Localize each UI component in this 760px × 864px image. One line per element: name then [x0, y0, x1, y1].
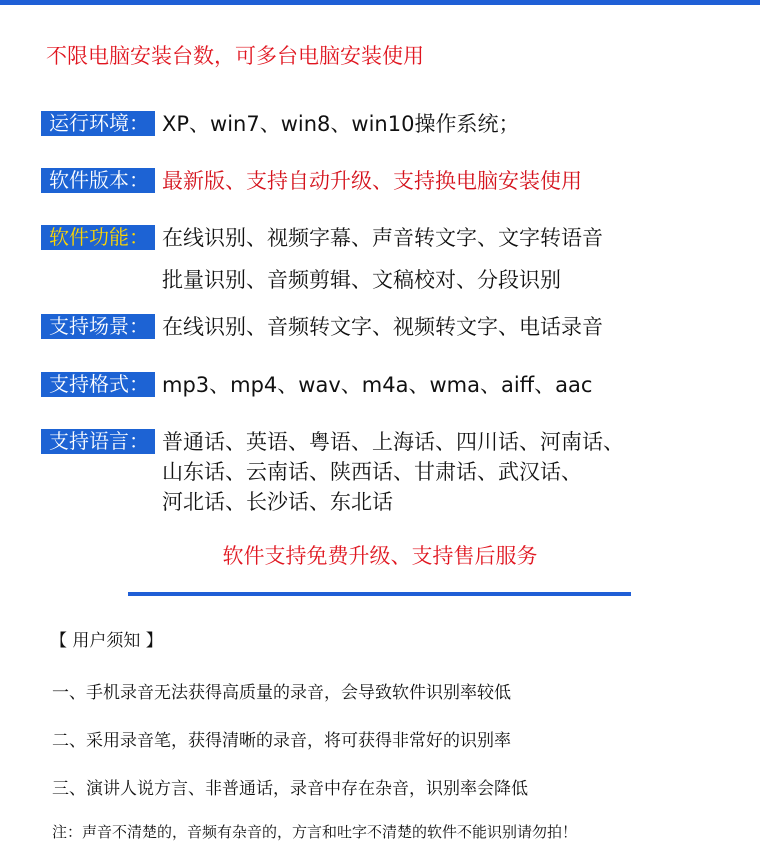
promo-underline	[128, 592, 631, 596]
spec-env	[41, 109, 519, 139]
spec-scenes-value: 在线识别、音频转文字、视频转文字、电话录音	[162, 315, 603, 339]
headline: 不限电脑安装台数，可多台电脑安装使用	[46, 44, 424, 68]
spec-version-label: 软件版本：	[41, 168, 155, 193]
spec-features-line-2: 批量识别、音频剪辑、文稿校对、分段识别	[162, 268, 561, 292]
notice-footnote: 注：声音不清楚的，音频有杂音的，方言和吐字不清楚的软件不能识别请勿拍！	[52, 823, 578, 841]
spec-languages-line-3: 河北话、长沙话、东北话	[162, 490, 393, 514]
spec-scenes	[41, 312, 603, 342]
spec-formats-value: mp3、mp4、wav、m4a、wma、aiff、aac	[162, 373, 593, 397]
spec-version-value: 最新版、支持自动升级、支持换电脑安装使用	[162, 169, 582, 193]
spec-features	[41, 223, 603, 295]
notice-title: 【 用户须知 】	[50, 631, 163, 651]
spec-version	[41, 166, 582, 196]
spec-languages	[41, 427, 624, 517]
spec-features-label: 软件功能：	[41, 225, 155, 250]
spec-features-line-1: 在线识别、视频字幕、声音转文字、文字转语音	[162, 226, 603, 250]
notice-item-2: 二、采用录音笔，获得清晰的录音，将可获得非常好的识别率	[52, 731, 511, 751]
promo-text: 软件支持免费升级、支持售后服务	[222, 544, 538, 568]
spec-languages-label: 支持语言：	[41, 429, 155, 454]
spec-features-values	[162, 223, 603, 295]
notice-item-1: 一、手机录音无法获得高质量的录音，会导致软件识别率较低	[52, 683, 511, 703]
top-accent-bar	[0, 0, 760, 5]
spec-formats-label: 支持格式：	[41, 372, 155, 397]
spec-scenes-label: 支持场景：	[41, 314, 155, 339]
spec-env-label: 运行环境：	[41, 111, 155, 136]
spec-formats	[41, 370, 592, 400]
spec-languages-line-2: 山东话、云南话、陕西话、甘肃话、武汉话、	[162, 460, 582, 484]
notice-item-3: 三、演讲人说方言、非普通话，录音中存在杂音，识别率会降低	[52, 779, 528, 799]
spec-env-value: XP、win7、win8、win10操作系统；	[162, 112, 520, 136]
spec-languages-line-1: 普通话、英语、粤语、上海话、四川话、河南话、	[162, 430, 624, 454]
spec-languages-values	[162, 427, 624, 517]
